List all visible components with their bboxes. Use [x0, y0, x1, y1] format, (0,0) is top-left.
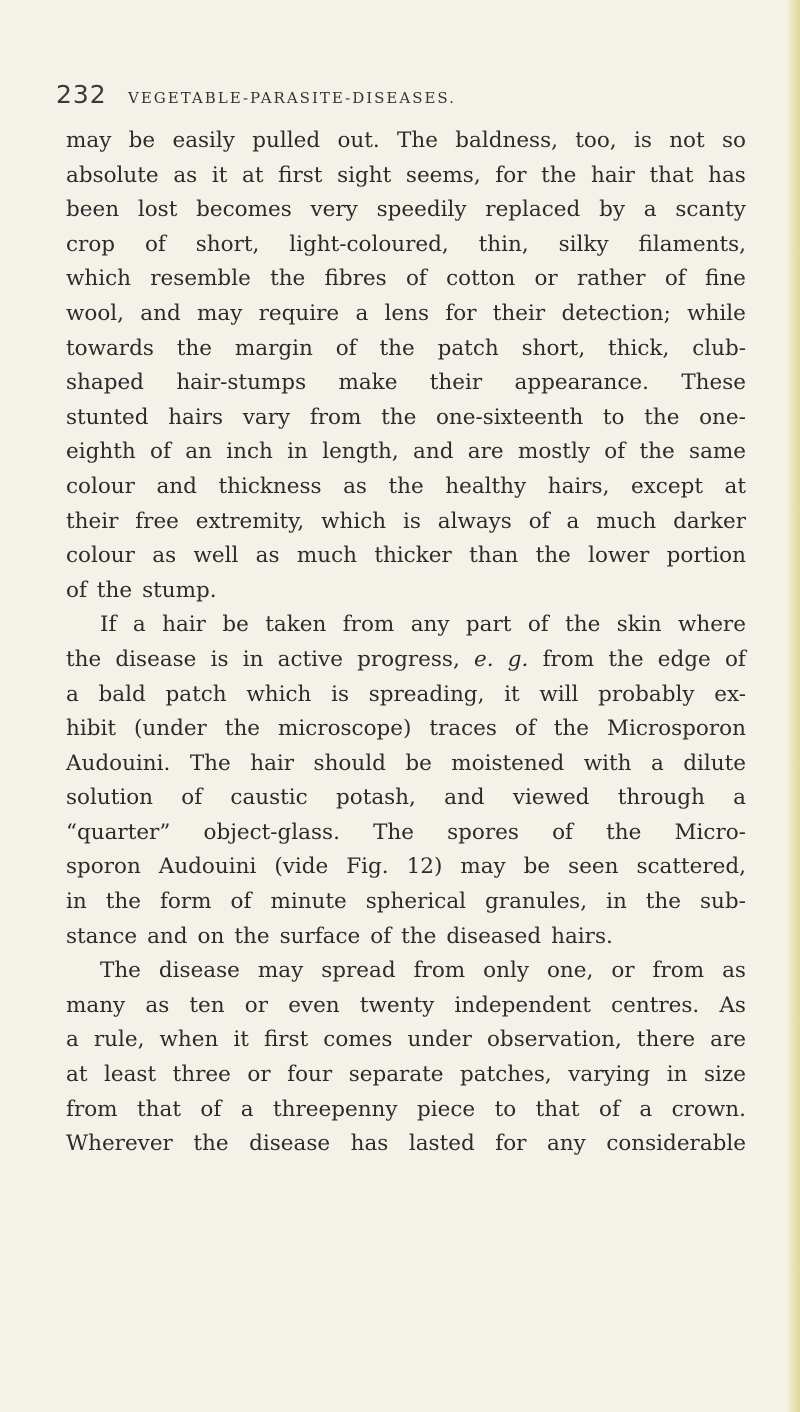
text-line: which resemble the fibres of cotton or rather of fine [66, 266, 746, 292]
text-line: The disease may spread from only one, or from as [100, 958, 746, 984]
text-line: If a hair be taken from any part of the skin where [100, 612, 746, 638]
text-line: Wherever the disease has lasted for any considerable [66, 1131, 746, 1157]
text-line: “quarter” object-glass. The spores of the Micro- [66, 819, 746, 845]
text-line: wool, and may require a lens for their detection; while [66, 300, 746, 326]
text-line: shaped hair-stumps make their appearance. These [66, 370, 746, 396]
text-line: a bald patch which is spreading, it will probably ex- [66, 681, 746, 707]
text-line: at least three or four separate patches, varying in size [66, 1062, 746, 1088]
text-line: sporon Audouini (vide Fig. 12) may be seen scattered, [66, 854, 746, 880]
text-line: towards the margin of the patch short, thick, club- [66, 335, 746, 361]
text-line: the disease is in active progress, e. g. from the edge of [66, 646, 746, 672]
text-line: in the form of minute spherical granules, in the sub- [66, 889, 746, 915]
text-line: their free extremity, which is always of a much darker [66, 508, 746, 534]
page-header [56, 0, 762, 110]
body-text [66, 124, 746, 1162]
text-line: been lost becomes very speedily replaced by a scanty [66, 197, 746, 223]
text-line: hibit (under the microscope) traces of the Microsporon [66, 716, 746, 742]
text-line: of the stump. [66, 577, 217, 603]
text-line: colour and thickness as the healthy hairs, except at [66, 473, 746, 499]
text-line: Audouini. The hair should be moistened with a dilute [66, 750, 746, 776]
text-line: from that of a threepenny piece to that of a crown. [66, 1096, 746, 1122]
text-line: solution of caustic potash, and viewed through a [66, 785, 746, 811]
text-line: many as ten or even twenty independent centres. As [66, 992, 746, 1018]
book-page [56, 0, 762, 1157]
page-edge-shadow [786, 0, 800, 1412]
running-title: VEGETABLE-PARASITE-DISEASES. [128, 89, 456, 107]
text-line: colour as well as much thicker than the lower portion [66, 543, 746, 569]
text-line: stance and on the surface of the diseased hairs. [66, 923, 613, 949]
text-line: crop of short, light-coloured, thin, silky filaments, [66, 231, 746, 257]
text-line: a rule, when it first comes under observation, there are [66, 1027, 746, 1053]
text-line: eighth of an inch in length, and are mostly of the same [66, 439, 746, 465]
text-line: stunted hairs vary from the one-sixteenth to the one- [66, 404, 746, 430]
page-number: 232 [56, 80, 107, 109]
text-line: absolute as it at first sight seems, for the hair that has [66, 162, 746, 188]
text-line: may be easily pulled out. The baldness, too, is not so [66, 128, 746, 153]
